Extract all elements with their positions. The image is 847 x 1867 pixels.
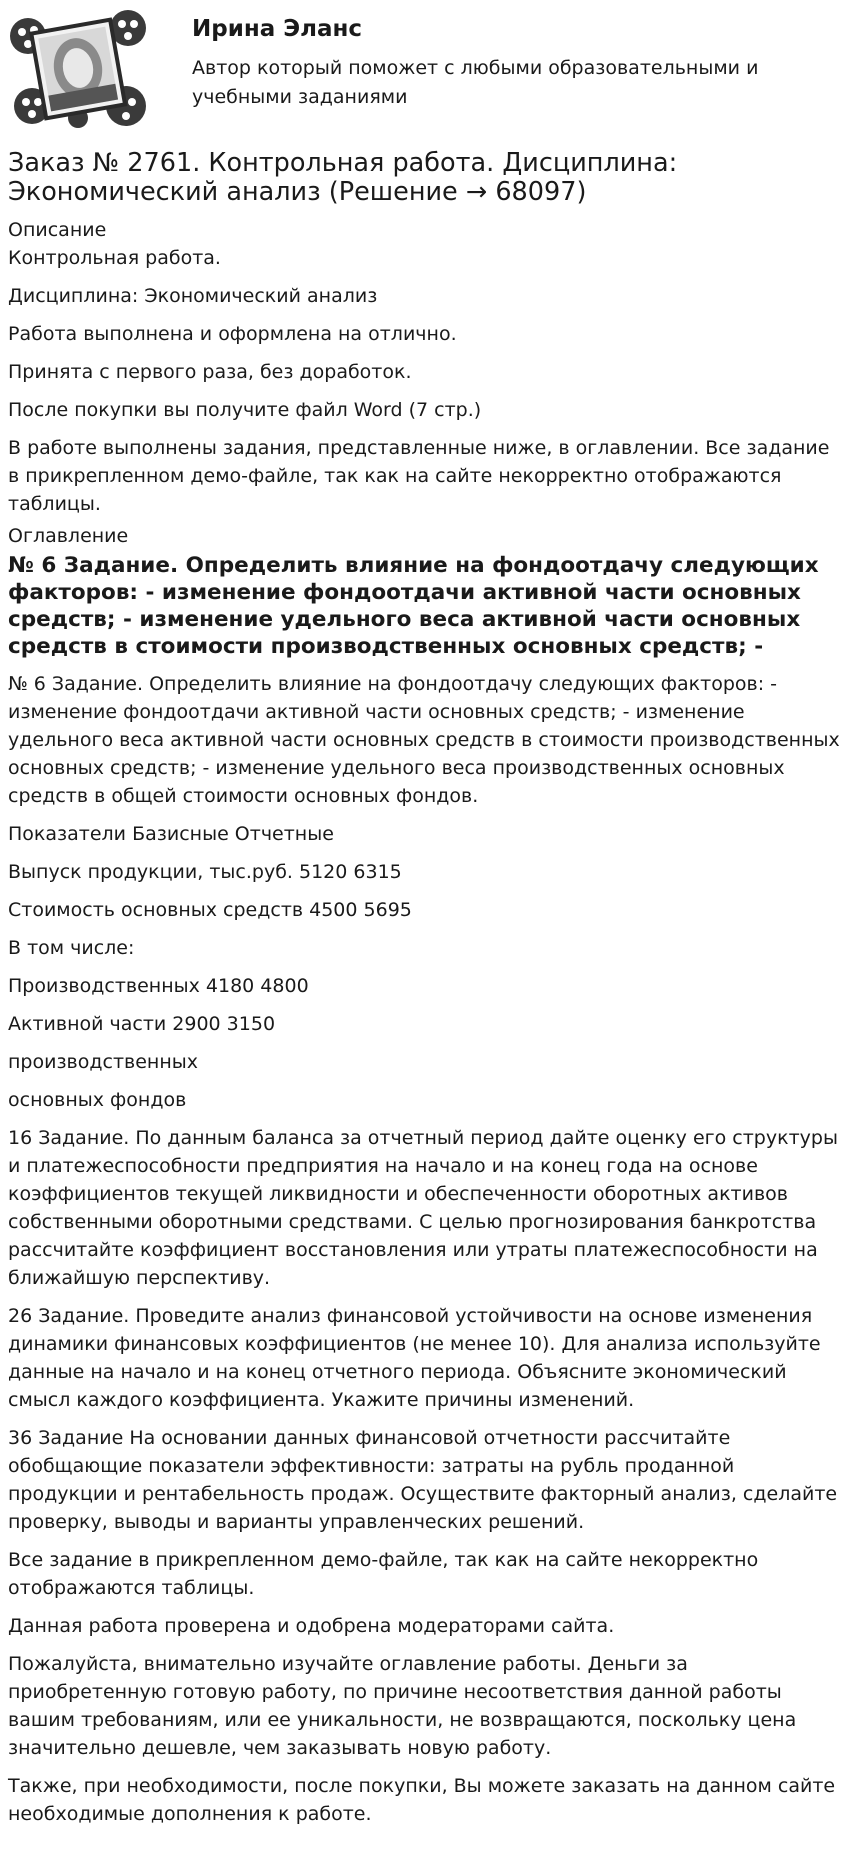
toc-heading: № 6 Задание. Определить влияние на фондоотдачу следующих факторов: - изменение фондоотдачи активной части основных средств; - изменение удельного веса активной части основных средств в стоимости производственных основных средств; - — [8, 553, 819, 659]
description-paragraph: Контрольная работа. — [8, 247, 221, 269]
toc-paragraph: 36 Задание На основании данных финансовой отчетности рассчитайте обобщающие показатели эффективности: затраты на рубль проданной продукции и рентабельность продаж. Осуществите факторный анализ, сделайте проверку, выводы и варианты управленческих решений. — [8, 1427, 838, 1533]
toc-paragraph: Стоимость основных средств 4500 5695 — [8, 899, 412, 921]
toc-paragraph: производственных — [8, 1051, 199, 1073]
author-name[interactable]: Ирина Эланс — [192, 16, 363, 42]
author-description: Автор который поможет с любыми образовательными и учебными заданиями — [192, 57, 759, 108]
toc-paragraph: Выпуск продукции, тыс.руб. 5120 6315 — [8, 861, 402, 883]
description-paragraph: В работе выполнены задания, представленные ниже, в оглавлении. Все задание в прикрепленном демо-файле, так как на сайте некорректно отображаются таблицы. — [8, 437, 830, 515]
toc-paragraph: 16 Задание. По данным баланса за отчетный период дайте оценку его структуры и платежеспособности предприятия на начало и на конец года на основе коэффициентов текущей ликвидности и обеспеченности оборотных активов собственными оборотными средствами. С целью прогнозирования банкротства рассчитайте коэффициент восстановления или утраты платежеспособности на ближайшую перспективу. — [8, 1127, 838, 1289]
toc-paragraph: Активной части 2900 3150 — [8, 1013, 276, 1035]
toc-paragraph: Пожалуйста, внимательно изучайте оглавление работы. Деньги за приобретенную готовую работу, по причине несоответствия данной работы вашим требованиям, или ее уникальности, не возвращаются, поскольку цена значительно дешевле, чем заказывать новую работу. — [8, 1653, 797, 1759]
author-avatar[interactable] — [8, 6, 148, 130]
description-paragraph: Дисциплина: Экономический анализ — [8, 285, 378, 307]
toc-paragraph: Данная работа проверена и одобрена модераторами сайта. — [8, 1615, 615, 1637]
author-card — [8, 6, 839, 130]
main-content — [8, 216, 843, 1838]
description-paragraph: После покупки вы получите файл Word (7 стр.) — [8, 399, 482, 421]
toc-paragraph: В том числе: — [8, 937, 135, 959]
toc-paragraph: 26 Задание. Проведите анализ финансовой устойчивости на основе изменения динамики финансовых коэффициентов (не менее 10). Для анализа используйте данные на начало и на конец отчетного периода. Объясните экономический смысл каждого коэффициента. Укажите причины изменений. — [8, 1305, 821, 1411]
description-paragraph: Работа выполнена и оформлена на отлично. — [8, 323, 457, 345]
toc-paragraph: основных фондов — [8, 1089, 187, 1111]
description-label: Описание — [8, 219, 107, 241]
toc-paragraph: Также, при необходимости, после покупки, Вы можете заказать на данном сайте необходимые дополнения к работе. — [8, 1775, 836, 1825]
toc-paragraph: № 6 Задание. Определить влияние на фондоотдачу следующих факторов: - изменение фондоотдачи активной части основных средств; - изменение удельного веса активной части основных средств в стоимости производственных основных средств; - изменение удельного веса производственных основных средств в общей стоимости основных фондов. — [8, 673, 840, 807]
toc-paragraph: Производственных 4180 4800 — [8, 975, 309, 997]
toc-paragraph: Показатели Базисные Отчетные — [8, 823, 334, 845]
toc-paragraph: Все задание в прикрепленном демо-файле, так как на сайте некорректно отображаются таблицы. — [8, 1549, 759, 1599]
description-paragraph: Принята с первого раза, без доработок. — [8, 361, 412, 383]
page-title: Заказ № 2761. Контрольная работа. Дисциплина: Экономический анализ (Решение → 68097) — [8, 148, 678, 207]
toc-label: Оглавление — [8, 525, 129, 547]
